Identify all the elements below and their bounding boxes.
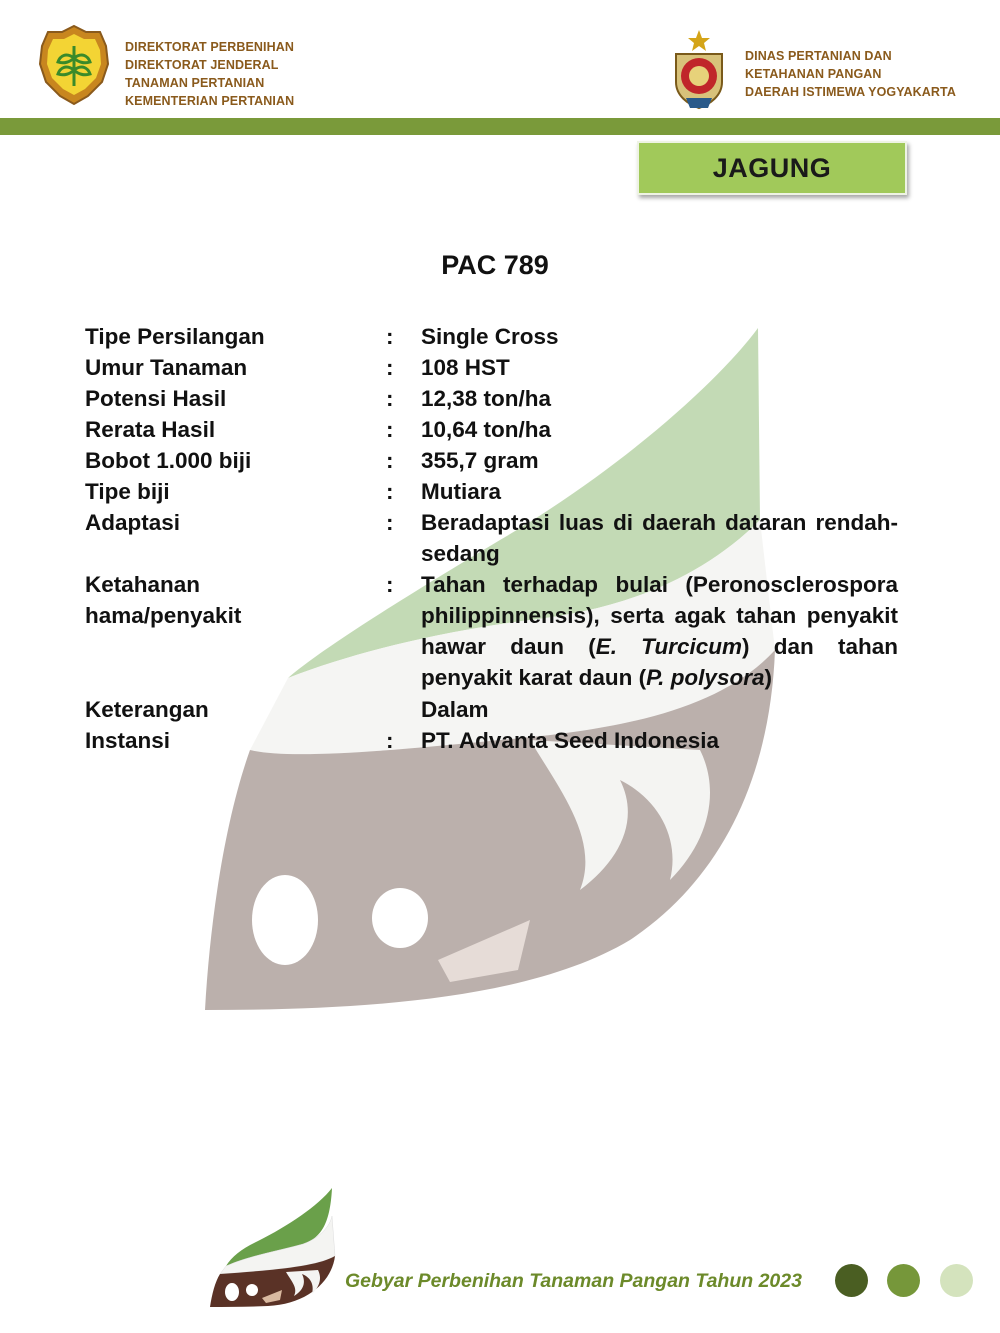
right-org-line: DINAS PERTANIAN DAN xyxy=(745,49,892,63)
spec-value: PT. Advanta Seed Indonesia xyxy=(421,728,719,753)
kementan-logo xyxy=(38,24,110,106)
spec-label: Umur Tanaman xyxy=(85,355,248,380)
leaf-logo xyxy=(208,1186,338,1312)
footer-dot-dark xyxy=(835,1264,868,1297)
spec-value-part: Tahan terhadap bulai (Peronosclerospora philippinnensis), serta agak tahan penyakit hawar daun ( xyxy=(421,572,898,659)
spec-label: Adaptasi xyxy=(85,510,181,535)
spec-value-part: ) xyxy=(764,665,772,690)
spec-separator: : xyxy=(386,479,394,504)
variety-title: PAC 789 xyxy=(441,250,549,280)
right-org-name xyxy=(745,47,956,101)
spec-value: Mutiara xyxy=(421,479,502,504)
left-org-name xyxy=(125,38,294,110)
spec-separator: : xyxy=(386,324,394,349)
spec-value-italic: E. Turcicum xyxy=(595,634,743,659)
spec-label: Keterangan xyxy=(85,697,209,722)
footer-dot-mid xyxy=(887,1264,920,1297)
right-org-line: DAERAH ISTIMEWA YOGYAKARTA xyxy=(745,85,956,99)
spec-value: 355,7 gram xyxy=(421,448,539,473)
spec-value: Single Cross xyxy=(421,324,559,349)
left-org-line: TANAMAN PERTANIAN xyxy=(125,76,265,90)
event-caption: Gebyar Perbenihan Tanaman Pangan Tahun 2023 xyxy=(345,1270,802,1292)
spec-separator: : xyxy=(386,417,394,442)
spec-value xyxy=(421,569,898,693)
spec-separator: : xyxy=(386,386,394,411)
spec-separator: : xyxy=(386,448,394,473)
spec-label: Tipe Persilangan xyxy=(85,324,265,349)
right-org-line: KETAHANAN PANGAN xyxy=(745,67,882,81)
left-org-line: DIREKTORAT PERBENIHAN xyxy=(125,40,295,54)
left-org-line: DIREKTORAT JENDERAL xyxy=(125,58,279,72)
spec-label: Tipe biji xyxy=(85,479,170,504)
spec-value: 12,38 ton/ha xyxy=(421,386,552,411)
spec-label: Rerata Hasil xyxy=(85,417,216,442)
left-org-line: KEMENTERIAN PERTANIAN xyxy=(125,94,295,108)
spec-value: 10,64 ton/ha xyxy=(421,417,552,442)
spec-separator: : xyxy=(386,728,394,753)
header-rule xyxy=(0,118,1000,135)
spec-separator: : xyxy=(386,572,394,597)
category-badge-label: JAGUNG xyxy=(712,152,832,183)
diy-coat-of-arms-icon xyxy=(668,28,730,112)
spec-label: Bobot 1.000 biji xyxy=(85,448,252,473)
footer-dot-light xyxy=(940,1264,973,1297)
spec-value: 108 HST xyxy=(421,355,510,380)
spec-value: Dalam xyxy=(421,697,489,722)
spec-value-part: ) dan tahan penyakit karat daun ( xyxy=(421,634,898,690)
spec-label: Potensi Hasil xyxy=(85,386,227,411)
spec-label: Instansi xyxy=(85,728,171,753)
category-badge xyxy=(637,141,907,195)
spec-label: Ketahanan hama/penyakit xyxy=(85,572,242,628)
spec-value: Beradaptasi luas di daerah dataran rendah-sedang xyxy=(421,510,898,566)
spec-value-italic: P. polysora xyxy=(646,665,765,690)
spec-separator: : xyxy=(386,510,394,535)
spec-separator: : xyxy=(386,355,394,380)
